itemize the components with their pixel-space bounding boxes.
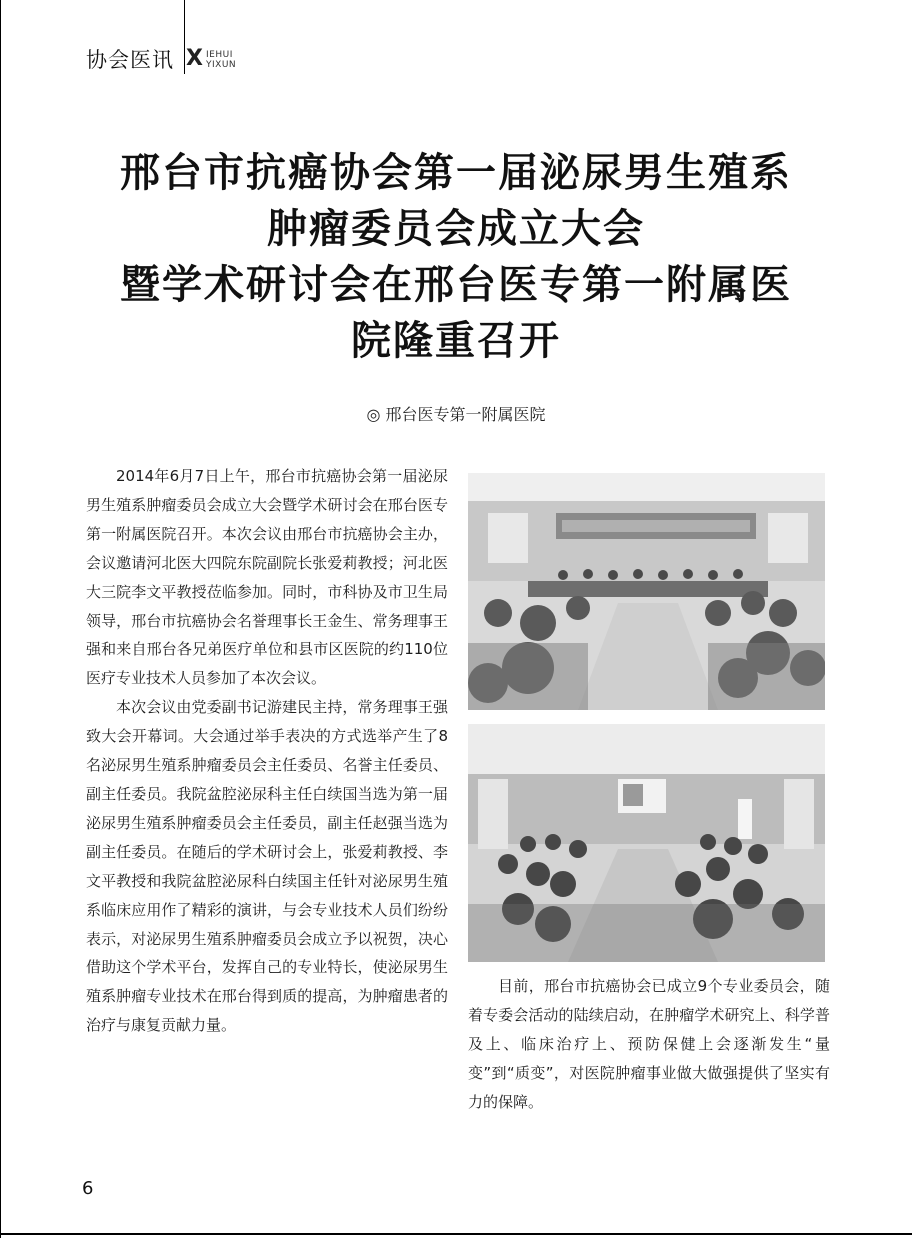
byline: ◎ 邢台医专第一附属医院 bbox=[366, 405, 546, 424]
meeting-photo-head-table bbox=[468, 473, 825, 710]
title-line: 肿瘤委员会成立大会 bbox=[267, 205, 645, 252]
body-column-right bbox=[468, 972, 830, 1117]
paragraph: 目前，邢台市抗癌协会已成立9个专业委员会，随着专委会活动的陆续启动，在肿瘤学术研究上、科学普及上、临床治疗上、预防保健上会逐渐发生“量变”到“质变”，对医院肿瘤事业做大做强提供了坚实有力的保障。 bbox=[468, 977, 830, 1111]
left-border bbox=[0, 0, 1, 1238]
page-number: 6 bbox=[82, 1178, 94, 1199]
title-line: 邢台市抗癌协会第一届泌尿男生殖系 bbox=[120, 149, 792, 196]
paragraph: 2014年6月7日上午，邢台市抗癌协会第一届泌尿男生殖系肿瘤委员会成立大会暨学术研讨会在邢台医专第一附属医院召开。本次会议由邢台市抗癌协会主办，会议邀请河北医大四院东院副院长张爱莉教授；河北医大三院李文平教授莅临参加。同时，市科协及市卫生局领导，邢台市抗癌协会名誉理事长王金生、常务理事王强和来自邢台各兄弟医疗单位和县市区医院的约110位医疗专业技术人员参加了本次会议。 bbox=[86, 467, 448, 688]
title-line: 暨学术研讨会在邢台医专第一附属医 bbox=[120, 261, 792, 308]
pinyin-line-1: IEHUI bbox=[206, 50, 233, 60]
body-column-left bbox=[86, 462, 448, 1040]
pinyin-line-2: YIXUN bbox=[206, 60, 237, 70]
header-divider bbox=[184, 0, 185, 74]
section-title: 协会医讯 bbox=[86, 48, 174, 72]
pinyin-initial: X bbox=[186, 46, 203, 71]
meeting-photo-hall bbox=[468, 724, 825, 962]
paragraph: 本次会议由党委副书记游建民主持，常务理事王强致大会开幕词。大会通过举手表决的方式选举产生了8名泌尿男生殖系肿瘤委员会主任委员、名誉主任委员、副主任委员。我院盆腔泌尿科主任白续国当选为第一届泌尿男生殖系肿瘤委员会主任委员，副主任赵强当选为副主任委员。在随后的学术研讨会上，张爱莉教授、李文平教授和我院盆腔泌尿科白续国主任针对泌尿男生殖系临床应用作了精彩的演讲，与会专业技术人员们纷纷表示，对泌尿男生殖系肿瘤委员会成立予以祝贺，决心借助这个学术平台，发挥自己的专业特长，使泌尿男生殖系肿瘤专业技术在邢台得到质的提高，为肿瘤患者的治疗与康复贡献力量。 bbox=[86, 698, 448, 1035]
bottom-border bbox=[0, 1233, 912, 1235]
pinyin-logo bbox=[206, 50, 236, 70]
article-title bbox=[40, 145, 872, 369]
title-line: 院隆重召开 bbox=[351, 317, 561, 364]
photo-image bbox=[468, 473, 825, 710]
photo-image bbox=[468, 724, 825, 962]
